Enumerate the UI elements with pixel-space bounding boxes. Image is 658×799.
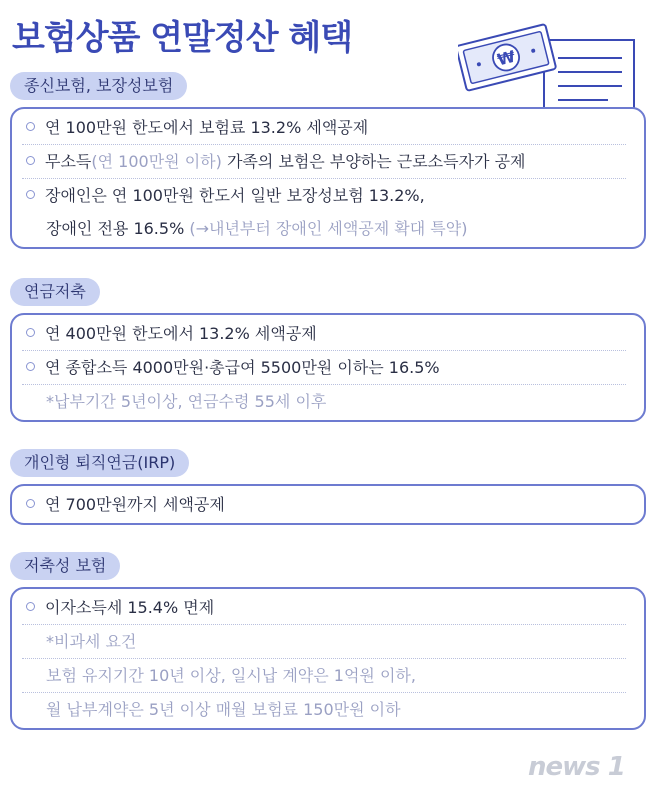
section-label-pension-savings: 연금저축 (10, 278, 100, 306)
note-text: 보험 유지기간 10년 이상, 일시납 계약은 1억원 이하, (22, 659, 626, 693)
section-label-whole-life-insurance: 종신보험, 보장성보험 (10, 72, 187, 100)
bullet-icon (26, 499, 35, 508)
note-text: 월 납부계약은 5년 이상 매월 보험료 150만원 이하 (46, 700, 401, 719)
news1-logo: news 1 (528, 752, 625, 782)
note-text: *납부기간 5년이상, 연금수령 55세 이후 (46, 392, 327, 411)
section-label-savings-insurance: 저축성 보험 (10, 552, 120, 580)
bullet-icon (26, 156, 35, 165)
section-card-whole-life-insurance (10, 107, 646, 249)
section-card-savings-insurance (10, 587, 646, 730)
section-card-pension-savings (10, 313, 646, 422)
won-symbol: ₩ (495, 46, 518, 70)
bullet-icon (26, 602, 35, 611)
bullet-icon (26, 328, 35, 337)
page-title: 보험상품 연말정산 혜택 (12, 18, 353, 58)
list-item: 이자소득세 15.4% 면제 (22, 591, 626, 625)
list-item: 연 100만원 한도에서 보험료 13.2% 세액공제 (22, 111, 626, 145)
list-item: 연 400만원 한도에서 13.2% 세액공제 (22, 317, 626, 351)
note-text: *비과세 요건 (22, 625, 626, 659)
bullet-icon (26, 190, 35, 199)
list-item-continuation: 장애인 전용 16.5% (→내년부터 장애인 세액공제 확대 특약) (46, 219, 468, 238)
banknote-icon (458, 24, 556, 91)
list-item: 연 종합소득 4000만원·총급여 5500만원 이하는 16.5% (22, 351, 626, 385)
section-card-irp (10, 484, 646, 525)
list-item: 연 700만원까지 세액공제 (22, 488, 626, 521)
list-item: 무소득(연 100만원 이하) 가족의 보험은 부양하는 근로소득자가 공제 (22, 145, 626, 179)
list-item: 장애인은 연 100만원 한도서 일반 보장성보험 13.2%, (22, 179, 626, 212)
section-label-irp: 개인형 퇴직연금(IRP) (10, 449, 189, 477)
bullet-icon (26, 122, 35, 131)
bullet-icon (26, 362, 35, 371)
